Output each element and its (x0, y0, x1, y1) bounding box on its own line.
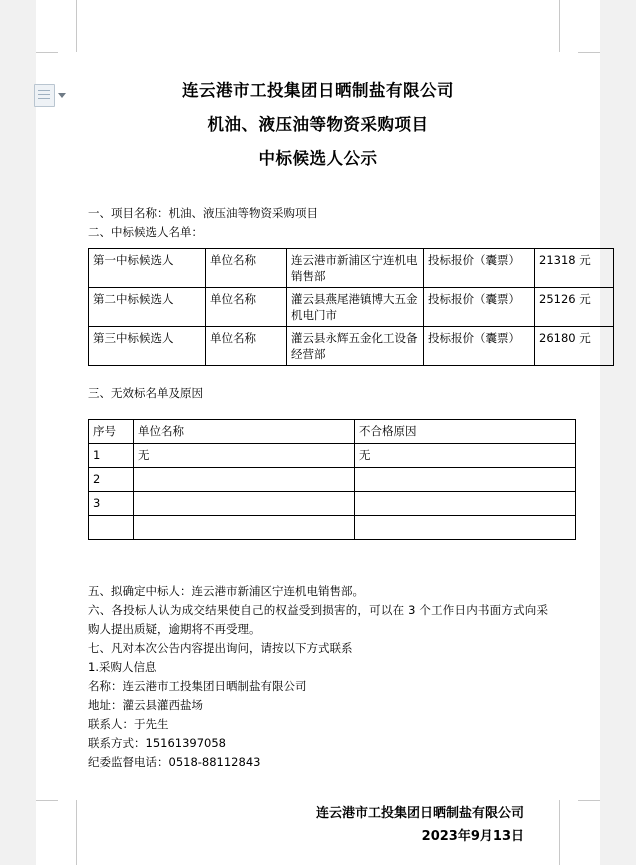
candidate-price-label: 投标报价（囊票） (424, 327, 535, 366)
section-3-invalid-label: 三、无效标名单及原因 (88, 386, 203, 400)
contact-heading: 1.采购人信息 (88, 660, 157, 674)
invalid-header-index: 序号 (89, 420, 134, 444)
page-title-line-1: 连云港市工投集团日晒制盐有限公司 (182, 81, 454, 100)
table-row (89, 468, 576, 492)
candidate-rank: 第一中标候选人 (89, 249, 206, 288)
table-row (89, 249, 614, 288)
invalid-cell-company: 无 (134, 444, 355, 468)
crop-mark (36, 52, 58, 53)
candidate-price: 25126 元 (535, 288, 614, 327)
invalid-cell-index (89, 516, 134, 540)
page-title-line-2: 机油、液压油等物资采购项目 (207, 115, 429, 134)
candidate-price: 21318 元 (535, 249, 614, 288)
crop-mark (76, 800, 77, 865)
invalid-cell-index: 2 (89, 468, 134, 492)
candidates-table (88, 248, 614, 366)
candidate-name-label: 单位名称 (206, 288, 287, 327)
contact-phone: 联系方式：15161397058 (88, 736, 226, 750)
invalid-cell-reason (355, 516, 576, 540)
document-icon[interactable] (34, 84, 55, 107)
candidate-rank: 第三中标候选人 (89, 327, 206, 366)
invalid-cell-company (134, 492, 355, 516)
invalid-cell-index: 1 (89, 444, 134, 468)
signature-company: 连云港市工投集团日晒制盐有限公司 (315, 806, 524, 821)
section-7-contact: 七、凡对本次公告内容提出询问，请按以下方式联系 (88, 641, 353, 655)
crop-mark (76, 0, 77, 52)
contact-person: 联系人：于先生 (88, 717, 169, 731)
signature-date: 2023年9月13日 (421, 829, 524, 844)
crop-mark (578, 52, 600, 53)
page-title-line-3: 中标候选人公示 (258, 149, 378, 168)
candidate-price-label: 投标报价（囊票） (424, 249, 535, 288)
table-row (89, 327, 614, 366)
candidate-price: 26180 元 (535, 327, 614, 366)
document-content (36, 0, 600, 865)
crop-mark (559, 800, 560, 865)
section-5-winner: 五、拟确定中标人：连云港市新浦区宁连机电销售部。 (88, 584, 364, 598)
section-2-candidates-label: 二、中标候选人名单： (88, 225, 203, 239)
invalid-cell-reason (355, 492, 576, 516)
invalid-cell-index: 3 (89, 492, 134, 516)
candidate-company: 灌云县永辉五金化工设备经营部 (287, 327, 424, 366)
contact-address: 地址：灌云县灌西盐场 (88, 698, 203, 712)
crop-mark (36, 800, 58, 801)
section-1-project-name: 一、项目名称：机油、液压油等物资采购项目 (88, 206, 318, 220)
document-title-block (36, 74, 600, 176)
table-header-row (89, 420, 576, 444)
invalid-cell-company (134, 516, 355, 540)
candidate-company: 连云港市新浦区宁连机电销售部 (287, 249, 424, 288)
document-page (36, 0, 600, 865)
contact-name: 名称：连云港市工投集团日晒制盐有限公司 (88, 679, 307, 693)
table-row (89, 492, 576, 516)
supervise-phone: 纪委监督电话：0518-88112843 (88, 755, 261, 769)
candidate-price-label: 投标报价（囊票） (424, 288, 535, 327)
section-6-objection: 六、各投标人认为成交结果使自己的权益受到损害的，可以在 3 个工作日内书面方式向采购人提出质疑，逾期将不再受理。 (88, 603, 548, 636)
candidate-company: 灌云县燕尾港镇博大五金机电门市 (287, 288, 424, 327)
invalid-header-reason: 不合格原因 (355, 420, 576, 444)
document-thumbnail-control[interactable] (34, 84, 66, 107)
invalid-cell-reason (355, 468, 576, 492)
candidate-rank: 第二中标候选人 (89, 288, 206, 327)
table-row (89, 288, 614, 327)
candidate-name-label: 单位名称 (206, 249, 287, 288)
invalid-header-company: 单位名称 (134, 420, 355, 444)
invalid-bids-table (88, 419, 576, 540)
chevron-down-icon[interactable] (58, 93, 66, 98)
table-row (89, 516, 576, 540)
signature-block (36, 802, 600, 848)
crop-mark (578, 800, 600, 801)
invalid-cell-company (134, 468, 355, 492)
candidate-name-label: 单位名称 (206, 327, 287, 366)
table-row (89, 444, 576, 468)
crop-mark (559, 0, 560, 52)
invalid-cell-reason: 无 (355, 444, 576, 468)
